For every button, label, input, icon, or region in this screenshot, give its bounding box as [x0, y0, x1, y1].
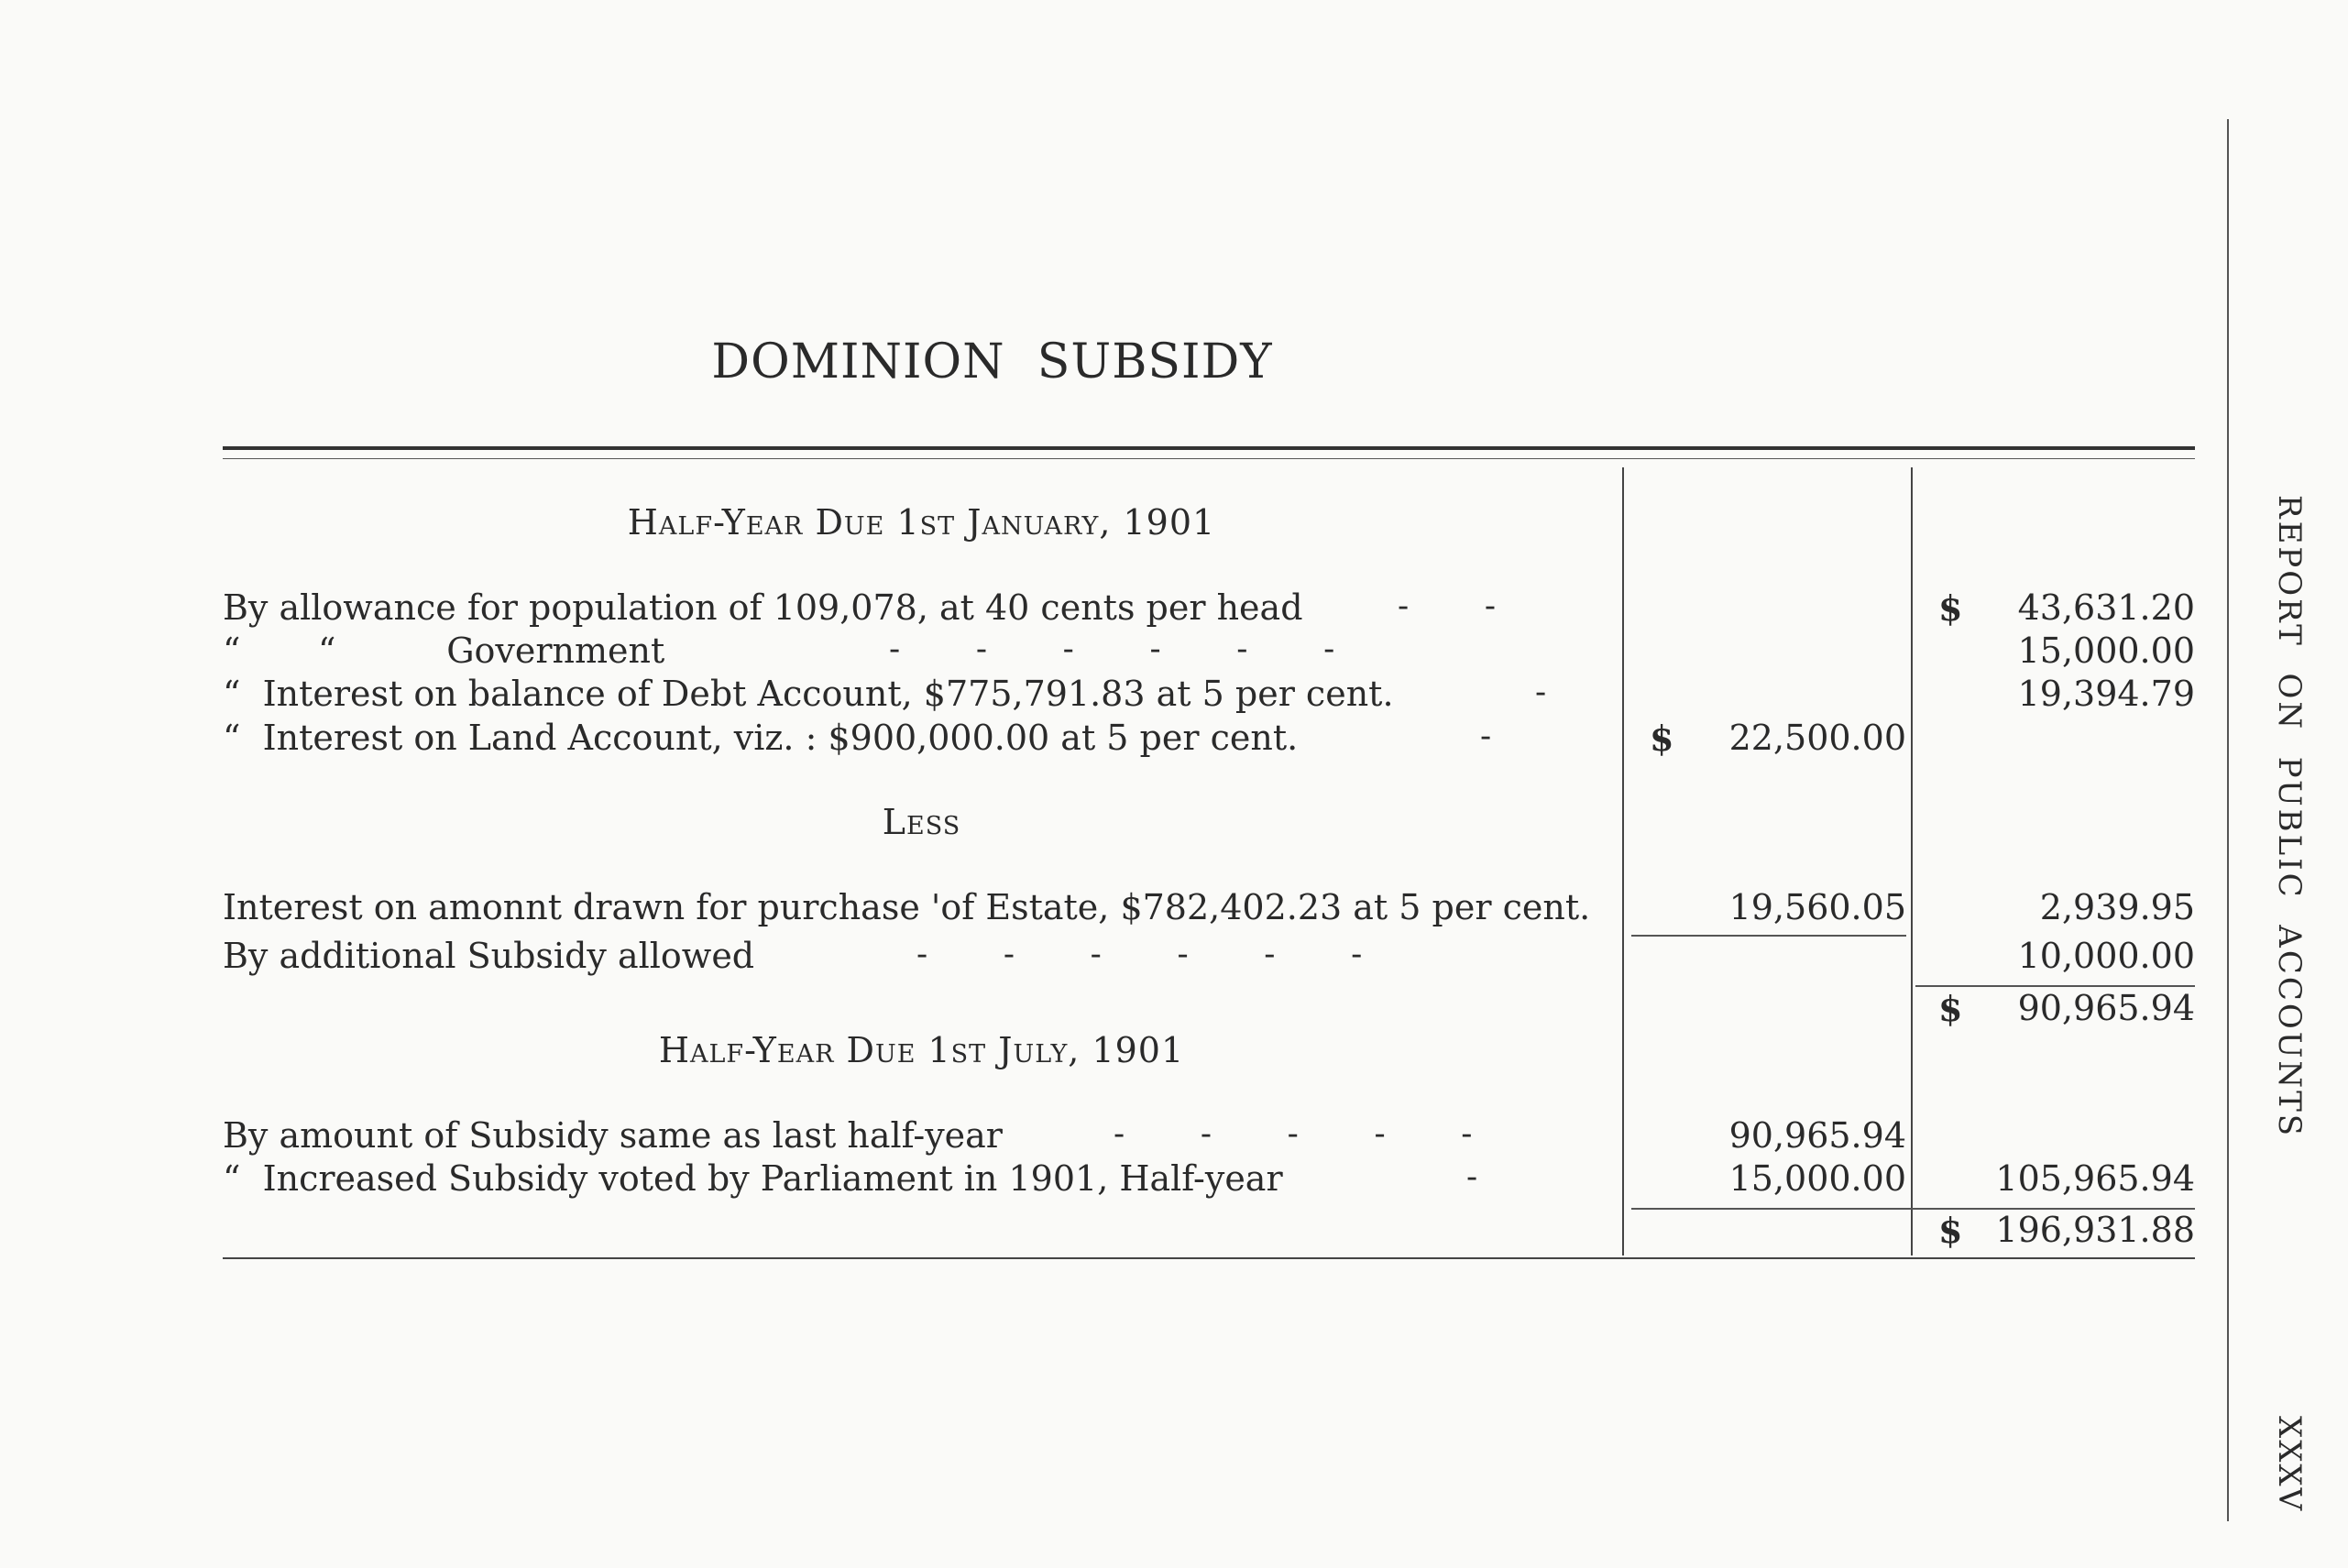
- table-bottom-rule: [223, 1257, 2195, 1259]
- column-divider-right: [1911, 467, 1913, 1255]
- dollar-sign: $: [1938, 988, 1963, 1029]
- subtotal-rule: [1915, 985, 2195, 987]
- row-description: By additional Subsidy allowed: [223, 936, 755, 976]
- leader-dashes: - - - - - -: [916, 936, 1365, 973]
- amount-mid: 19,560.05: [1728, 887, 1906, 927]
- amount-mid: 15,000.00: [1728, 1158, 1906, 1199]
- leader-dashes: -: [1480, 718, 1494, 755]
- amount-mid: 90,965.94: [1728, 1115, 1906, 1156]
- column-divider-mid: [1622, 467, 1624, 1255]
- leader-dashes: - -: [1398, 587, 1498, 625]
- leader-dashes: - - - - - -: [889, 630, 1337, 668]
- dollar-sign: $: [1938, 587, 1963, 629]
- amount-right: 15,000.00: [2017, 630, 2195, 671]
- amount-right: 43,631.20: [2017, 587, 2195, 628]
- page-title: DOMINION SUBSIDY: [711, 334, 1273, 389]
- row-description: “ “ Government: [223, 630, 665, 671]
- leader-dashes: - - - - -: [1114, 1115, 1475, 1153]
- row-description: “ Interest on Land Account, viz. : $900,000.00 at 5 per cent.: [223, 718, 1299, 758]
- row-description: Interest on amonnt drawn for purchase 'of Estate, $782,402.23 at 5 per cent.: [223, 887, 1591, 927]
- section-heading-july: Half-Year Due 1st July, 1901: [658, 1030, 1185, 1070]
- row-description: By allowance for population of 109,078, at 40 cents per head: [223, 587, 1303, 628]
- amount-right: 10,000.00: [2017, 936, 2195, 976]
- table-top-thin-rule: [223, 458, 2195, 459]
- amount-right: 105,965.94: [1995, 1158, 2195, 1199]
- amount-mid: 22,500.00: [1728, 718, 1906, 758]
- dollar-sign: $: [1650, 718, 1674, 759]
- leader-dashes: -: [1535, 674, 1549, 711]
- dollar-sign: $: [1938, 1210, 1963, 1251]
- margin-rule: [2227, 119, 2229, 1521]
- leader-dashes: -: [1466, 1158, 1480, 1196]
- row-description: “ Interest on balance of Debt Account, $775,791.83 at 5 per cent.: [223, 674, 1394, 714]
- subtract-rule: [1631, 935, 1906, 937]
- amount-right: 2,939.95: [2039, 887, 2195, 927]
- section-heading-less: Less: [882, 802, 961, 842]
- total-amount: 196,931.88: [1995, 1210, 2195, 1250]
- row-description: By amount of Subsidy same as last half-year: [223, 1115, 1003, 1156]
- section-heading-january: Half-Year Due 1st January, 1901: [627, 502, 1216, 543]
- page-number: XXXV: [2271, 1416, 2308, 1513]
- subtotal-amount: 90,965.94: [2017, 988, 2195, 1028]
- running-head: REPORT ON PUBLIC ACCOUNTS: [2271, 495, 2308, 1139]
- amount-right: 19,394.79: [2017, 674, 2195, 714]
- row-description: “ Increased Subsidy voted by Parliament in 1901, Half-year: [223, 1158, 1283, 1199]
- table-top-rule: [223, 446, 2195, 450]
